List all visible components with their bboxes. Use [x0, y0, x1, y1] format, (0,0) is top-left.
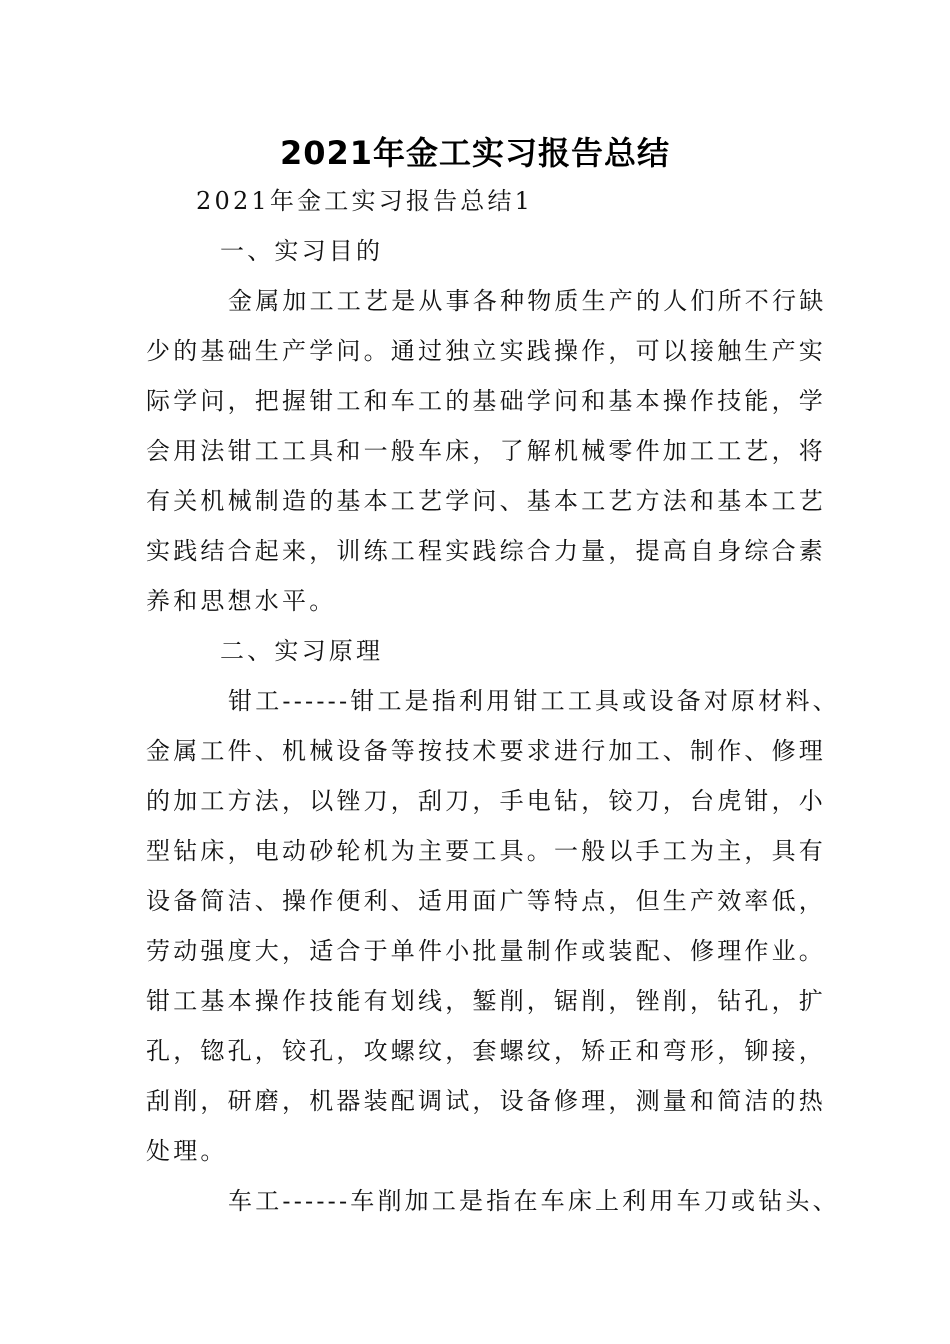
- paragraph-line: 钳工------钳工是指利用钳工工具或设备对原材料、: [228, 687, 840, 715]
- paragraph-line: 少的基础生产学问。通过独立实践操作，可以接触生产实: [146, 337, 826, 365]
- paragraph-line: 处理。: [146, 1137, 228, 1165]
- paragraph-line: 劳动强度大，适合于单件小批量制作或装配、修理作业。: [146, 937, 826, 965]
- document-title: 2021年金工实习报告总结: [279, 134, 671, 172]
- document-subtitle: 2021年金工实习报告总结1: [196, 187, 534, 215]
- section-heading-principle: 二、实习原理: [220, 637, 384, 665]
- paragraph-line: 金属加工工艺是从事各种物质生产的人们所不行缺: [228, 287, 827, 315]
- section-heading-purpose: 一、实习目的: [220, 237, 384, 265]
- paragraph-line: 际学问，把握钳工和车工的基础学问和基本操作技能，学: [146, 387, 826, 415]
- paragraph-line: 养和思想水平。: [146, 587, 337, 615]
- paragraph-line: 钳工基本操作技能有划线，錾削，锯削，锉削，钻孔，扩: [146, 987, 826, 1015]
- paragraph-line: 孔，锪孔，铰孔，攻螺纹，套螺纹，矫正和弯形，铆接，: [146, 1037, 826, 1065]
- paragraph-line: 车工------车削加工是指在车床上利用车刀或钻头、: [228, 1187, 840, 1215]
- paragraph-line: 金属工件、机械设备等按技术要求进行加工、制作、修理: [146, 737, 826, 765]
- paragraph-line: 有关机械制造的基本工艺学问、基本工艺方法和基本工艺: [146, 487, 826, 515]
- paragraph-line: 型钻床，电动砂轮机为主要工具。一般以手工为主，具有: [146, 837, 826, 865]
- paragraph-line: 设备简洁、操作便利、适用面广等特点，但生产效率低，: [146, 887, 826, 915]
- paragraph-line: 的加工方法，以锉刀，刮刀，手电钻，铰刀，台虎钳，小: [146, 787, 826, 815]
- paragraph-line: 刮削，研磨，机器装配调试，设备修理，测量和简洁的热: [146, 1087, 826, 1115]
- paragraph-line: 会用法钳工工具和一般车床，了解机械零件加工工艺，将: [146, 437, 826, 465]
- paragraph-line: 实践结合起来，训练工程实践综合力量，提高自身综合素: [146, 537, 826, 565]
